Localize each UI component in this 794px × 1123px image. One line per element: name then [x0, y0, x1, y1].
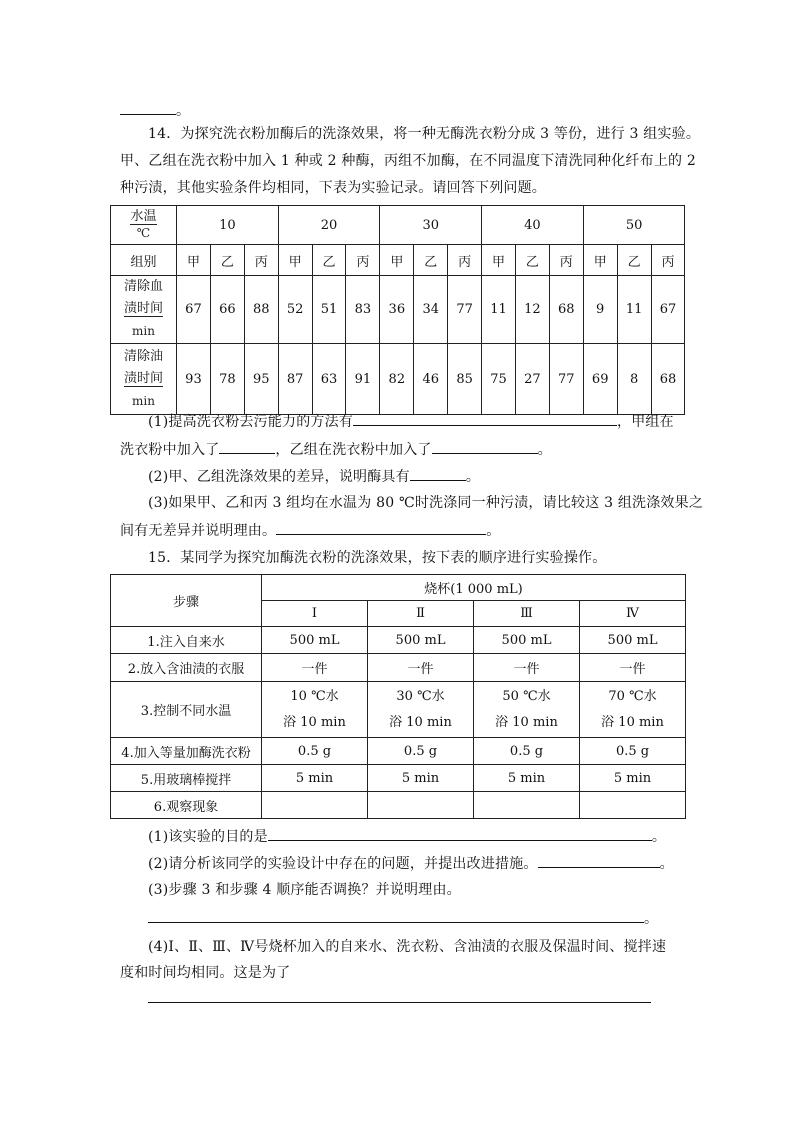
answer-blank[interactable] [219, 439, 275, 454]
group-cell: 丙 [244, 245, 278, 276]
q14-line-2: 甲、乙组在洗衣粉中加入 1 种或 2 种酶，丙组不加酶，在不同温度下清洗同种化纤布上的 2 [120, 153, 696, 169]
data-cell: 34 [414, 276, 448, 344]
answer-blank[interactable] [148, 908, 644, 923]
group-cell: 甲 [380, 245, 414, 276]
temp-header: 10 [177, 206, 279, 245]
data-cell: 83 [346, 276, 380, 344]
step-cell: 0.5 g [262, 738, 368, 765]
step-cell: 5 min [262, 765, 368, 792]
answer-blank[interactable] [353, 411, 617, 426]
data-cell: 95 [244, 344, 278, 415]
empty-cell[interactable] [474, 792, 580, 819]
answer-line[interactable] [148, 1002, 651, 1003]
q15-part-4-cont: 度和时间均相同。这是为了 [120, 965, 291, 981]
data-cell: 77 [549, 344, 583, 415]
data-cell: 77 [448, 276, 482, 344]
step-cell: 5 min [368, 765, 474, 792]
group-cell: 丙 [448, 245, 482, 276]
group-cell: 丙 [549, 245, 583, 276]
data-cell: 9 [583, 276, 617, 344]
data-cell: 75 [482, 344, 516, 415]
temp-header: 40 [482, 206, 584, 245]
data-cell: 51 [312, 276, 346, 344]
q14-table [110, 205, 685, 415]
q14-part-3: (3)如果甲、乙和丙 3 组均在水温为 80 ℃时洗涤同一种污渍，请比较这 3 组洗涤效果之 [148, 495, 704, 511]
step-cell: 70 ℃水 浴 10 min [580, 682, 686, 738]
group-cell: 甲 [583, 245, 617, 276]
data-cell: 91 [346, 344, 380, 415]
step-cell: 500 mL [580, 627, 686, 654]
q14-part-1-cont: 洗衣粉中加入了 ，乙组在洗衣粉中加入了 。 [120, 439, 552, 460]
step-3-label: 3.控制不同水温 [111, 682, 262, 738]
q15-part-1: (1)该实验的目的是 。 [148, 826, 666, 847]
empty-cell[interactable] [262, 792, 368, 819]
temp-header: 30 [380, 206, 482, 245]
data-cell: 11 [482, 276, 516, 344]
q15-part-3: (3)步骤 3 和步骤 4 顺序能否调换？并说明理由。 [148, 882, 461, 898]
answer-blank[interactable] [120, 100, 176, 115]
step-4-label: 4.加入等量加酶洗衣粉 [111, 738, 262, 765]
q14-part-2: (2)甲、乙组洗涤效果的差异，说明酶具有 。 [148, 466, 480, 487]
group-cell: 甲 [177, 245, 211, 276]
data-cell: 68 [549, 276, 583, 344]
data-cell: 68 [651, 344, 685, 415]
step-cell: 0.5 g [580, 738, 686, 765]
blood-row-label: 清除血 渍时间 min [111, 276, 177, 344]
group-cell: 乙 [312, 245, 346, 276]
step-5-label: 5.用玻璃棒搅拌 [111, 765, 262, 792]
group-cell: 甲 [278, 245, 312, 276]
q15-part-3-answer: 。 [148, 908, 658, 929]
group-cell: 丙 [651, 245, 685, 276]
data-cell: 87 [278, 344, 312, 415]
beaker-label: Ⅰ [262, 601, 368, 627]
empty-cell[interactable] [368, 792, 474, 819]
step-cell: 5 min [580, 765, 686, 792]
group-label: 组别 [111, 245, 177, 276]
answer-blank[interactable] [276, 520, 486, 535]
beaker-label: Ⅲ [474, 601, 580, 627]
step-cell: 500 mL [262, 627, 368, 654]
data-cell: 85 [448, 344, 482, 415]
step-cell: 30 ℃水 浴 10 min [368, 682, 474, 738]
data-cell: 67 [651, 276, 685, 344]
temp-header: 50 [583, 206, 685, 245]
data-cell: 82 [380, 344, 414, 415]
q15-intro: 15．某同学为探究加酶洗衣粉的洗涤效果，按下表的顺序进行实验操作。 [148, 550, 607, 566]
beaker-header: 烧杯(1 000 mL) [262, 575, 686, 601]
group-cell: 乙 [414, 245, 448, 276]
q15-table [110, 574, 686, 819]
group-cell: 甲 [482, 245, 516, 276]
group-cell: 丙 [346, 245, 380, 276]
q15-part-4: (4)Ⅰ、Ⅱ、Ⅲ、Ⅳ号烧杯加入的自来水、洗衣粉、含油渍的衣服及保温时间、搅拌速 [148, 939, 667, 955]
answer-blank[interactable] [538, 853, 660, 868]
data-cell: 93 [177, 344, 211, 415]
data-cell: 8 [617, 344, 651, 415]
beaker-label: Ⅱ [368, 601, 474, 627]
data-cell: 27 [515, 344, 549, 415]
step-cell: 500 mL [368, 627, 474, 654]
step-cell: 一件 [262, 654, 368, 682]
step-cell: 10 ℃水 浴 10 min [262, 682, 368, 738]
data-cell: 66 [210, 276, 244, 344]
data-cell: 12 [515, 276, 549, 344]
q14-part-1: (1)提高洗衣粉去污能力的方法有 ，甲组在 [148, 411, 674, 432]
q14-line-3: 种污渍，其他实验条件均相同，下表为实验记录。请回答下列问题。 [120, 180, 546, 196]
step-6-label: 6.观察现象 [111, 792, 262, 819]
data-cell: 67 [177, 276, 211, 344]
step-cell: 一件 [474, 654, 580, 682]
group-cell: 乙 [617, 245, 651, 276]
data-cell: 36 [380, 276, 414, 344]
q14-part-3-cont: 间有无差异并说明理由。 。 [120, 520, 500, 541]
q15-part-2: (2)请分析该同学的实验设计中存在的问题，并提出改进措施。 。 [148, 853, 674, 874]
step-1-label: 1.注入自来水 [111, 627, 262, 654]
data-cell: 46 [414, 344, 448, 415]
data-cell: 78 [210, 344, 244, 415]
step-cell: 0.5 g [474, 738, 580, 765]
step-cell: 一件 [368, 654, 474, 682]
previous-answer-line: 。 [120, 100, 190, 121]
empty-cell[interactable] [580, 792, 686, 819]
data-cell: 11 [617, 276, 651, 344]
answer-blank[interactable] [410, 466, 466, 481]
group-cell: 乙 [210, 245, 244, 276]
step-cell: 500 mL [474, 627, 580, 654]
q14-line-1: 14．为探究洗衣粉加酶后的洗涤效果，将一种无酶洗衣粉分成 3 等份，进行 3 组实验。 [148, 126, 701, 142]
step-2-label: 2.放入含油渍的衣服 [111, 654, 262, 682]
step-cell: 0.5 g [368, 738, 474, 765]
table-corner-cell: 水温 ℃ [111, 206, 177, 245]
temp-header: 20 [278, 206, 380, 245]
answer-blank[interactable] [268, 826, 652, 841]
data-cell: 52 [278, 276, 312, 344]
data-cell: 69 [583, 344, 617, 415]
oil-row-label: 清除油 渍时间 min [111, 344, 177, 415]
step-cell: 50 ℃水 浴 10 min [474, 682, 580, 738]
group-cell: 乙 [515, 245, 549, 276]
data-cell: 63 [312, 344, 346, 415]
step-cell: 一件 [580, 654, 686, 682]
beaker-label: Ⅳ [580, 601, 686, 627]
step-header: 步骤 [111, 575, 262, 627]
data-cell: 88 [244, 276, 278, 344]
answer-blank[interactable] [432, 439, 538, 454]
step-cell: 5 min [474, 765, 580, 792]
